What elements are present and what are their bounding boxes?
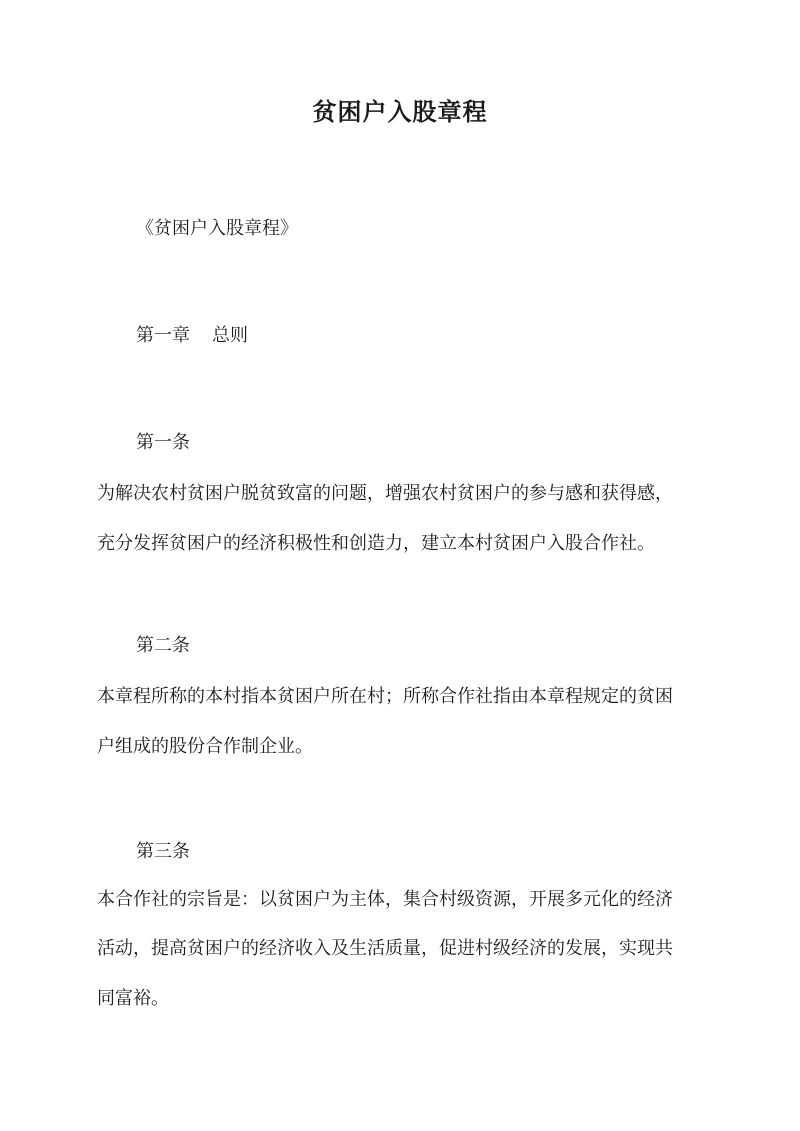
- article-1-line-1: 为解决农村贫困户脱贫致富的问题，增强农村贫困户的参与感和获得感，: [97, 483, 673, 504]
- chapter-name: 总则: [212, 325, 248, 346]
- article-2-line-2: 户组成的股份合作制企业。: [97, 736, 313, 757]
- document-title: 贫困户入股章程: [312, 97, 488, 126]
- article-heading-2: 第二条: [136, 635, 190, 656]
- chapter-number: 第一章: [136, 325, 190, 346]
- article-2-line-1: 本章程所称的本村指本贫困户所在村；所称合作社指由本章程规定的贫困: [97, 686, 673, 707]
- article-3-line-1: 本合作社的宗旨是：以贫困户为主体，集合村级资源，开展多元化的经济: [97, 889, 673, 910]
- chapter-heading: [136, 322, 248, 350]
- article-3-line-2: 活动，提高贫困户的经济收入及生活质量，促进村级经济的发展，实现共: [97, 938, 673, 959]
- article-heading-1: 第一条: [136, 432, 190, 453]
- document-subtitle: 《贫困户入股章程》: [136, 218, 298, 239]
- article-1-line-2: 充分发挥贫困户的经济积极性和创造力，建立本村贫困户入股合作社。: [97, 533, 655, 554]
- article-heading-3: 第三条: [136, 841, 190, 862]
- article-3-line-3: 同富裕。: [97, 988, 169, 1009]
